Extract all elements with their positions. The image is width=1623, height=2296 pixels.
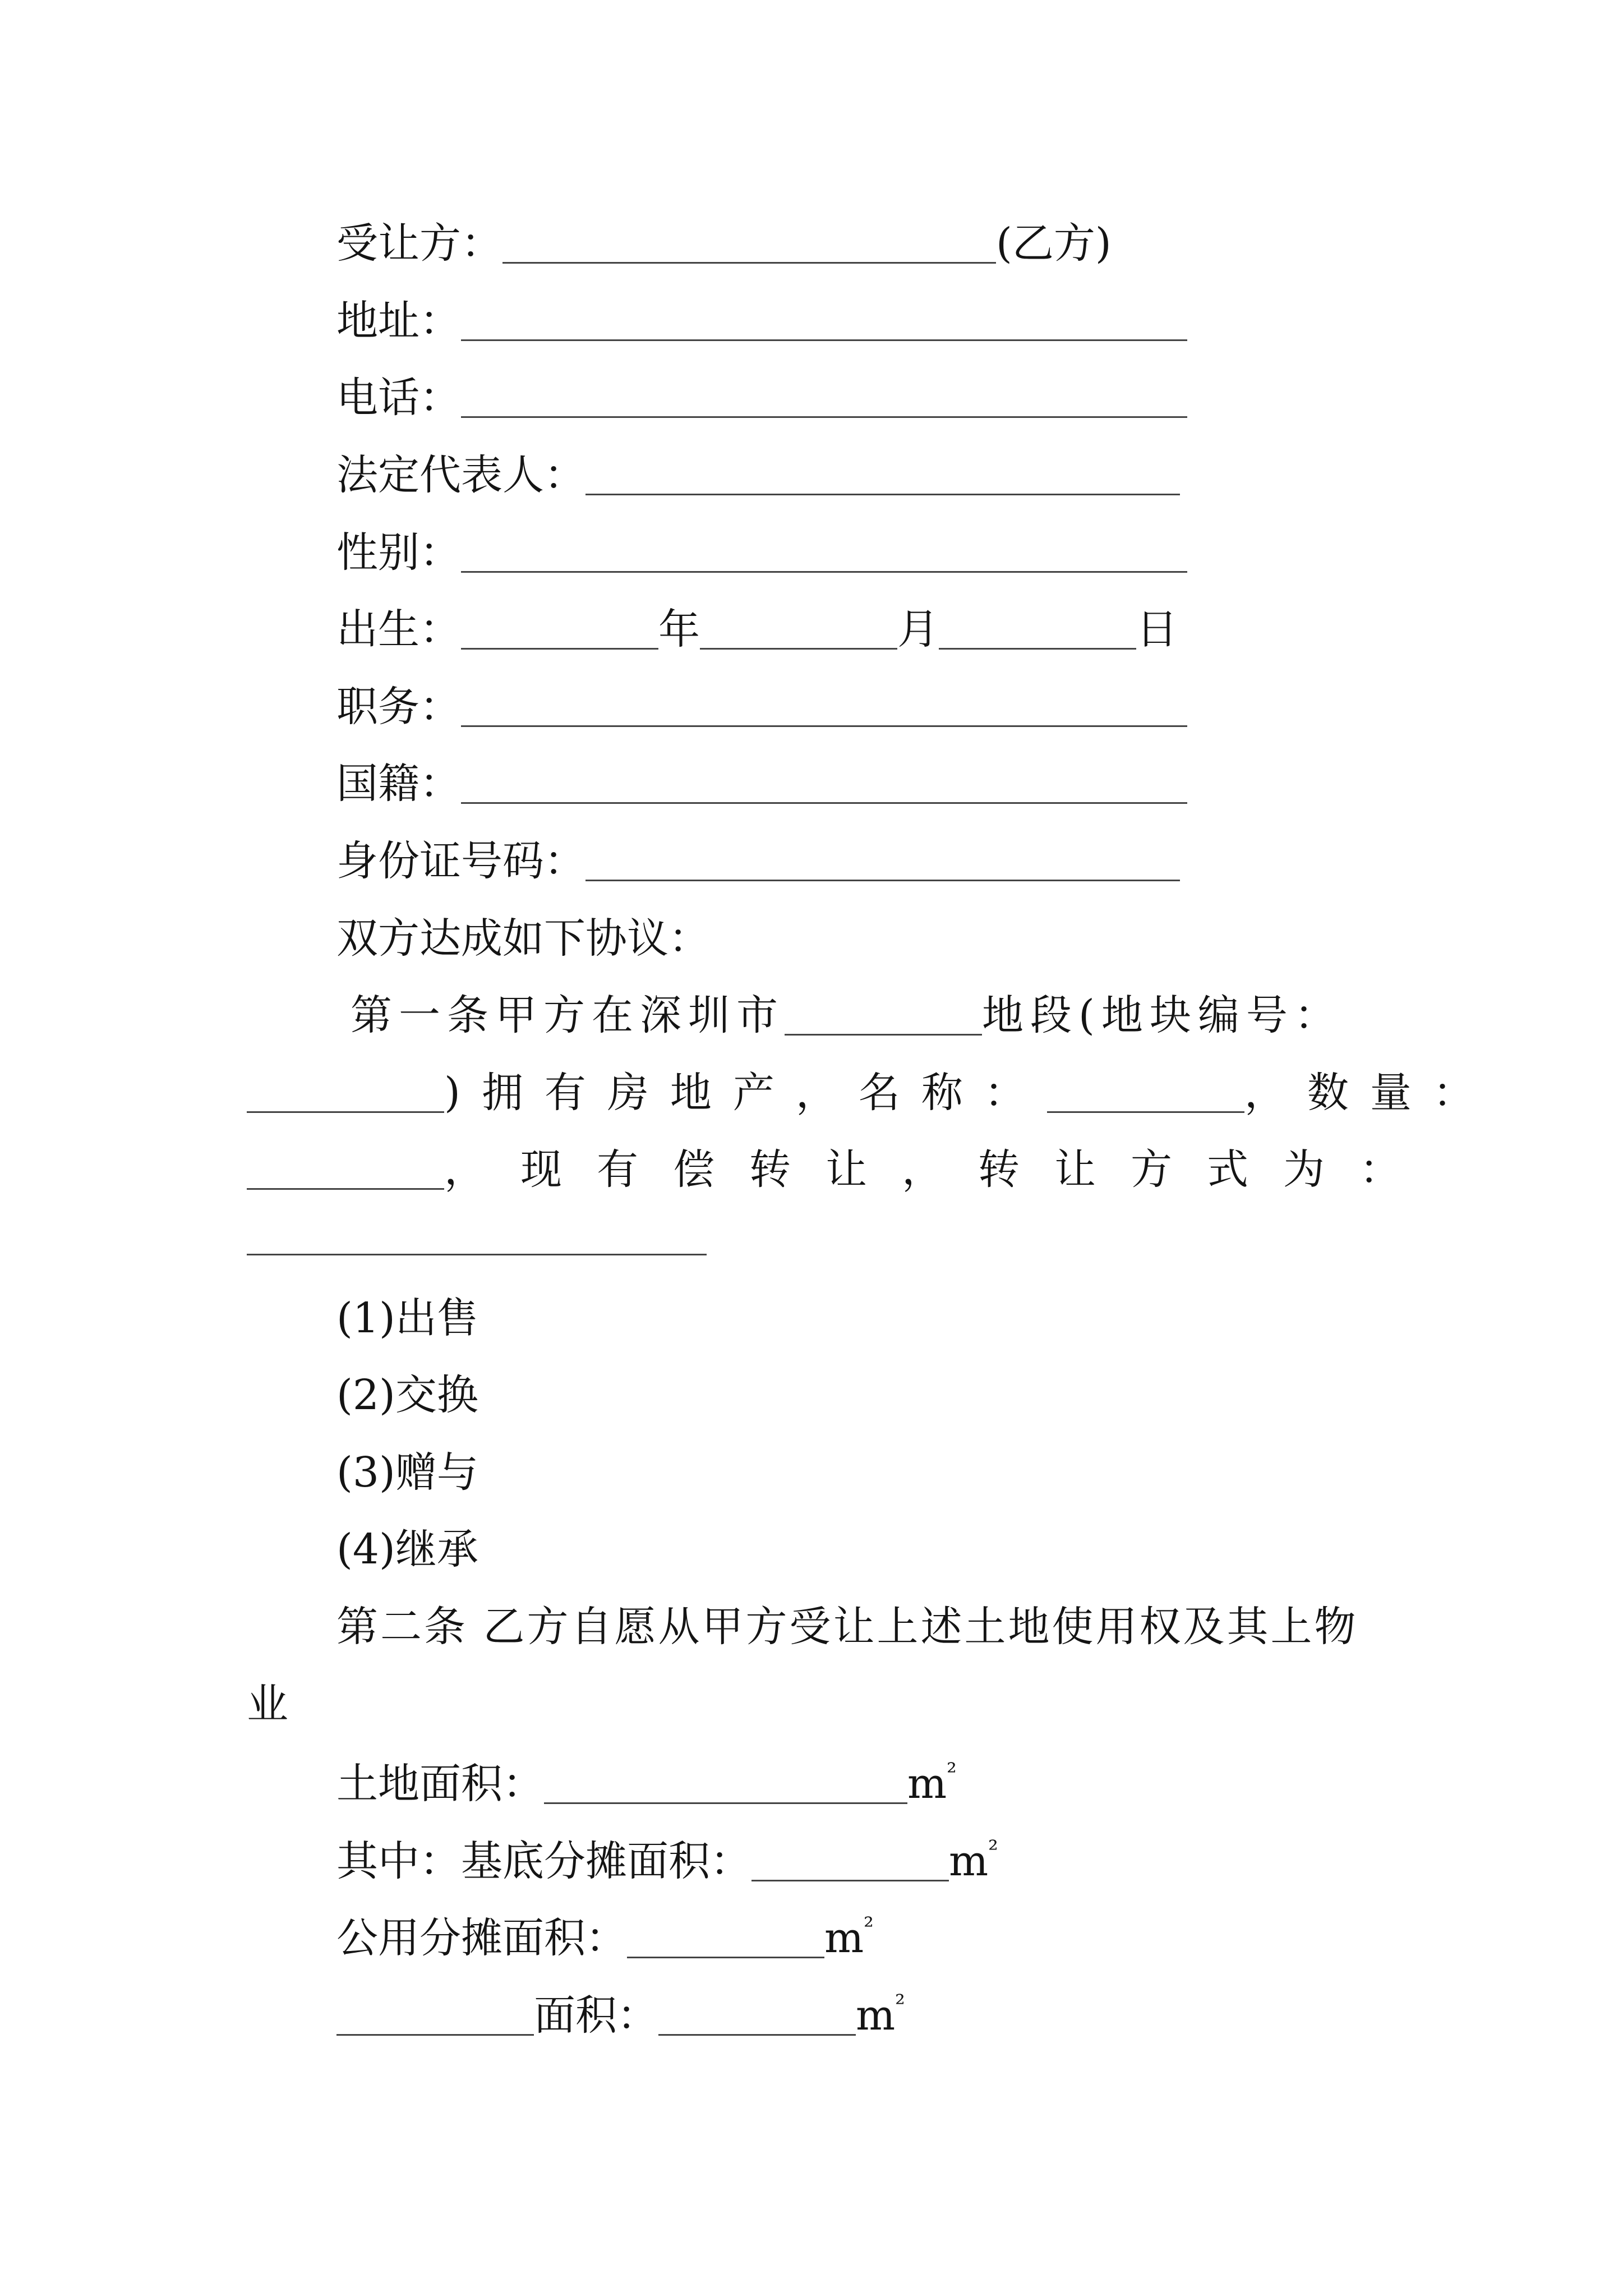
id-number-blank[interactable]	[585, 840, 1180, 881]
article2-line2: 业	[247, 1680, 288, 1728]
birth-year-label: 年	[658, 605, 700, 654]
address-line	[336, 297, 1187, 346]
base-share-blank[interactable]	[751, 1841, 949, 1881]
article1-line2	[247, 1069, 1496, 1117]
transferee-suffix: (乙方)	[996, 219, 1112, 268]
birth-year-blank[interactable]	[461, 609, 658, 650]
other-area-line	[336, 1990, 905, 2040]
method-inherit: (4)继承	[336, 1525, 478, 1573]
transferee-label: 受让方：	[336, 219, 502, 268]
birth-day-label: 日	[1136, 605, 1178, 654]
method-sale: (1)出售	[336, 1294, 478, 1342]
nationality-blank[interactable]	[461, 763, 1187, 804]
land-area-unit: m	[907, 1759, 947, 1808]
position-label: 职务：	[336, 683, 461, 731]
article1-line4	[247, 1214, 707, 1256]
id-number-label: 身份证号码：	[336, 837, 585, 886]
other-area-unit-sup: ²	[895, 1990, 905, 2018]
position-blank[interactable]	[461, 686, 1187, 727]
phone-line	[336, 374, 1187, 422]
base-share-label: 其中：基底分摊面积：	[336, 1837, 751, 1885]
other-area-blank[interactable]	[658, 1995, 856, 2036]
land-area-blank[interactable]	[544, 1763, 907, 1804]
article1-line3	[247, 1145, 1436, 1194]
public-share-unit: m	[824, 1913, 864, 1962]
public-share-blank[interactable]	[627, 1917, 824, 1958]
transfer-method-blank[interactable]	[247, 1214, 707, 1255]
public-share-unit-sup: ²	[864, 1912, 874, 1941]
article1-part-d: ，数量：	[1244, 1069, 1496, 1117]
method-exchange: (2)交换	[336, 1371, 478, 1419]
gender-label: 性别：	[336, 528, 461, 577]
address-label: 地址：	[336, 297, 461, 346]
legal-rep-label: 法定代表人：	[336, 451, 585, 500]
article1-line1	[351, 991, 1343, 1040]
base-share-line	[336, 1835, 998, 1885]
article1-part-c: )拥有房地产，名称：	[444, 1069, 1047, 1117]
base-share-unit: m	[949, 1837, 989, 1885]
article1-part-b: 地段(地块编号：	[982, 991, 1343, 1040]
phone-blank[interactable]	[461, 377, 1187, 418]
district-blank[interactable]	[785, 995, 982, 1036]
id-number-line	[336, 837, 1180, 886]
other-area-type-blank[interactable]	[336, 1995, 534, 2036]
article1-part-a: 第一条甲方在深圳市	[351, 991, 785, 1040]
nationality-line	[336, 760, 1187, 808]
birth-label: 出生：	[336, 605, 461, 654]
birth-month-label: 月	[897, 605, 939, 654]
address-blank[interactable]	[461, 300, 1187, 341]
land-area-line	[336, 1758, 957, 1808]
base-share-unit-sup: ²	[988, 1835, 998, 1864]
other-area-label: 面积：	[534, 1991, 658, 2040]
transferee-blank[interactable]	[502, 223, 996, 264]
nationality-label: 国籍：	[336, 760, 461, 808]
method-gift: (3)赠与	[336, 1448, 478, 1497]
legal-rep-line	[336, 451, 1180, 500]
plot-number-blank[interactable]	[247, 1072, 444, 1113]
public-share-label: 公用分摊面积：	[336, 1913, 627, 1962]
public-share-line	[336, 1912, 874, 1962]
agreement-intro: 双方达成如下协议：	[336, 914, 710, 963]
land-area-unit-sup: ²	[947, 1758, 957, 1787]
property-name-blank[interactable]	[1047, 1072, 1244, 1113]
birth-line	[336, 605, 1178, 654]
transferee-line	[336, 219, 1112, 268]
land-area-label: 土地面积：	[336, 1759, 544, 1808]
gender-line	[336, 528, 1187, 577]
article2-line1: 第二条 乙方自愿从甲方受让上述土地使用权及其上物	[336, 1603, 1358, 1651]
article1-part-e: ，现有偿转让，转让方式为：	[444, 1145, 1436, 1194]
birth-day-blank[interactable]	[939, 609, 1136, 650]
phone-label: 电话：	[336, 374, 461, 422]
quantity-blank[interactable]	[247, 1149, 444, 1190]
birth-month-blank[interactable]	[700, 609, 897, 650]
legal-rep-blank[interactable]	[585, 454, 1180, 495]
other-area-unit: m	[856, 1991, 896, 2040]
gender-blank[interactable]	[461, 532, 1187, 573]
position-line	[336, 683, 1187, 731]
